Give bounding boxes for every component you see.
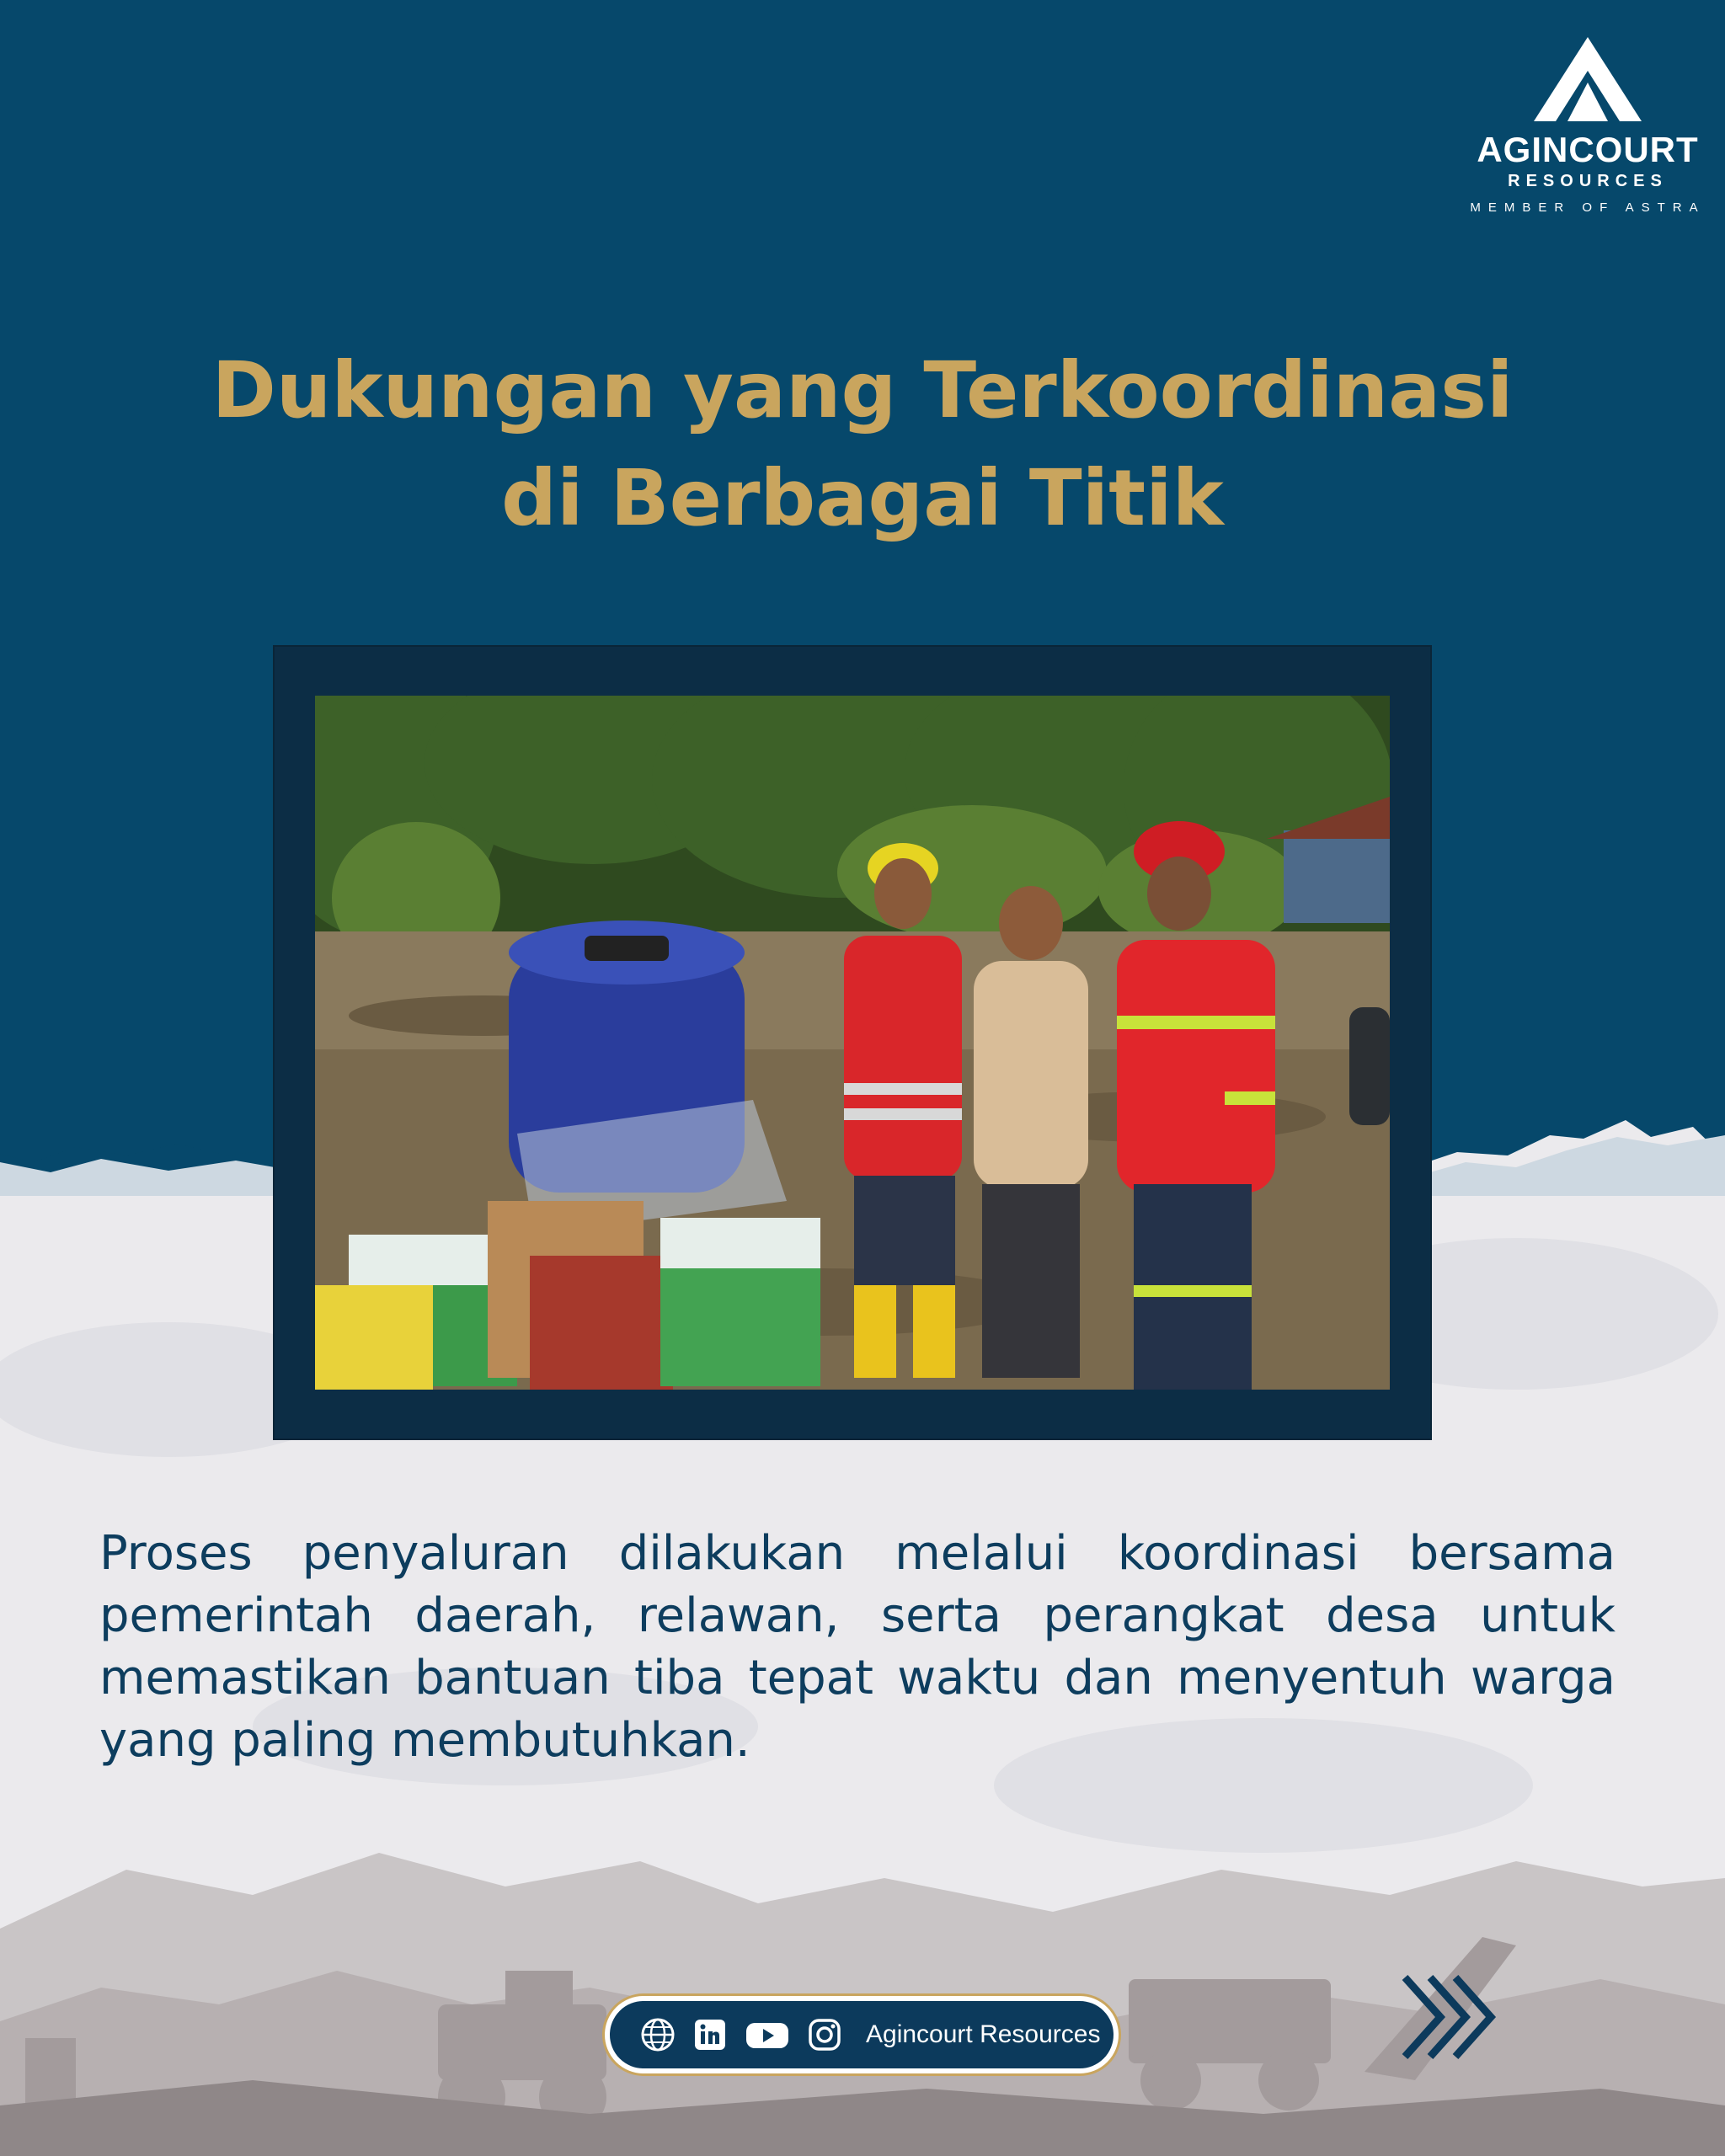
brand-name: AGINCOURT xyxy=(1477,130,1699,169)
page-title xyxy=(126,337,1599,552)
title-line-1: Dukungan yang Terkoordinasi xyxy=(211,345,1514,435)
brand-logo[interactable] xyxy=(1466,34,1710,236)
photo-illustration xyxy=(315,696,1390,1390)
photo xyxy=(315,696,1390,1390)
mountain-logo-icon xyxy=(1529,34,1647,126)
photo-frame xyxy=(275,647,1430,1438)
linkedin-icon[interactable] xyxy=(692,2017,728,2052)
social-handle[interactable]: Agincourt Resources xyxy=(866,2020,1101,2048)
youtube-icon[interactable] xyxy=(745,2017,790,2052)
body-paragraph: Proses penyaluran dilakukan melalui koordinasi bersama pemerintah daerah, relawan, serta perangkat desa untuk memastikan bantuan tiba tepat waktu dan menyentuh warga yang paling membutuhkan. xyxy=(99,1526,1616,1768)
title-line-2: di Berbagai Titik xyxy=(501,453,1224,543)
globe-icon[interactable] xyxy=(640,2017,676,2052)
instagram-icon[interactable] xyxy=(807,2017,842,2052)
brand-sub: RESOURCES xyxy=(1508,172,1668,190)
social-bar xyxy=(605,1996,1119,2073)
brand-tagline: MEMBER OF ASTRA xyxy=(1470,200,1706,215)
next-chevrons-icon[interactable] xyxy=(1398,1971,1516,2063)
